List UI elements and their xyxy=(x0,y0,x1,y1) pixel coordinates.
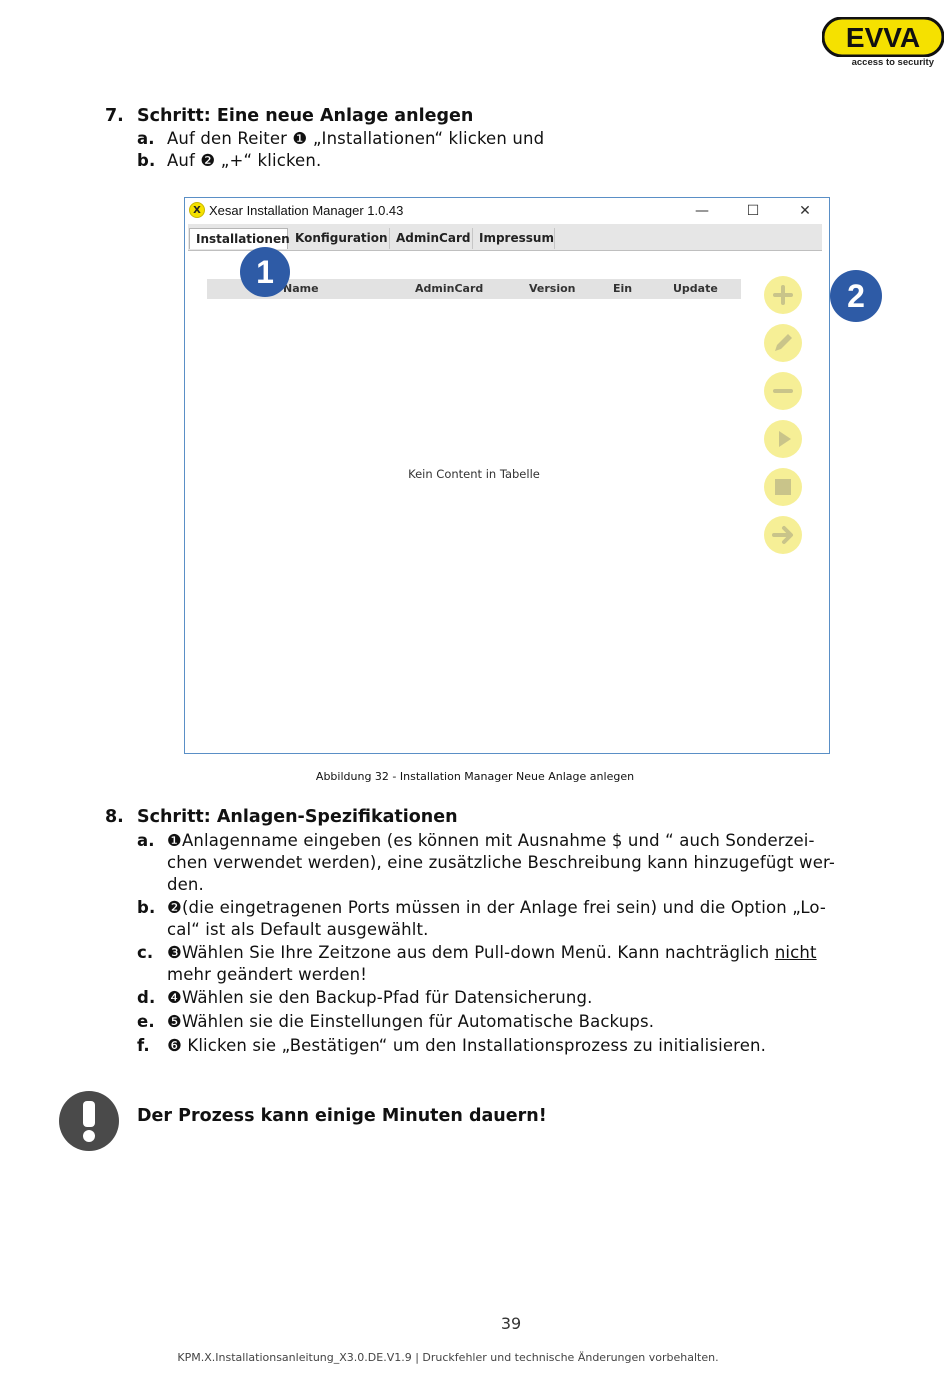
step8-number: 8. xyxy=(105,807,124,827)
step8-item-e xyxy=(137,1011,654,1034)
page-number: 39 xyxy=(500,1314,522,1333)
tab-impressum[interactable]: Impressum xyxy=(473,228,555,249)
arrow-right-icon[interactable] xyxy=(764,516,802,554)
stop-icon[interactable] xyxy=(764,468,802,506)
marker-5-icon: ❺ xyxy=(167,1012,182,1031)
underlined-word: nicht xyxy=(774,943,817,962)
item-text: Auf den Reiter xyxy=(167,129,288,148)
item-text-after: „Installationen“ klicken und xyxy=(312,129,545,148)
item-line: (die eingetragenen Ports müssen in der Anlage frei sein) und die Option „Lo- xyxy=(181,898,827,917)
callout-2: 2 xyxy=(830,270,882,322)
step8-item-b-line2: cal“ ist als Default ausgewählt. xyxy=(167,920,429,939)
logo-tagline: access to security xyxy=(851,57,934,68)
step8-title: Schritt: Anlagen-Spezifikationen xyxy=(137,807,458,827)
step8-item-f xyxy=(137,1035,766,1058)
step8-item-c xyxy=(137,942,817,965)
marker-2-icon: ❷ xyxy=(200,151,216,170)
maximize-icon[interactable]: ☐ xyxy=(746,203,760,219)
marker-1-icon: ❶ xyxy=(292,129,308,148)
tab-strip xyxy=(188,224,822,251)
close-icon[interactable]: ✕ xyxy=(799,203,811,219)
step7-heading xyxy=(105,106,124,126)
title-bar xyxy=(185,198,829,224)
marker-4-icon: ❹ xyxy=(167,988,182,1007)
item-letter: a. xyxy=(137,831,155,850)
tab-installationen[interactable]: Installationen xyxy=(189,228,288,249)
minimize-icon[interactable]: — xyxy=(695,203,709,219)
step8-item-c-line2: mehr geändert werden! xyxy=(167,965,368,984)
marker-3-icon: ❸ xyxy=(167,943,182,962)
callout-1: 1 xyxy=(240,247,290,297)
footer-text: KPM.X.Installationsanleitung_X3.0.DE.V1.9 | Druckfehler und technische Änderungen vorbehalten. xyxy=(177,1351,719,1364)
item-letter: b. xyxy=(137,151,156,170)
window-title: Xesar Installation Manager 1.0.43 xyxy=(209,203,404,218)
item-text: Auf xyxy=(167,151,196,170)
column-ein[interactable]: Ein xyxy=(613,282,633,295)
step7-item-a xyxy=(137,128,544,151)
column-version[interactable]: Version xyxy=(529,282,576,295)
marker-6-icon: ❻ xyxy=(167,1036,182,1055)
item-letter: f. xyxy=(137,1036,150,1055)
column-admincard[interactable]: AdminCard xyxy=(415,282,484,295)
item-line: Wählen Sie Ihre Zeitzone aus dem Pull-down Menü. Kann nachträglich xyxy=(181,943,775,962)
item-line: Klicken sie „Bestätigen“ um den Installationsprozess zu initialisieren. xyxy=(181,1036,767,1055)
step8-item-a-line2: chen verwendet werden), eine zusätzliche Beschreibung kann hinzugefügt wer- xyxy=(167,853,835,872)
item-line: Wählen sie die Einstellungen für Automatische Backups. xyxy=(181,1012,655,1031)
item-line: Anlagenname eingeben (es können mit Ausnahme $ und “ auch Sonderzei- xyxy=(181,831,815,850)
empty-table-message: Kein Content in Tabelle xyxy=(408,467,540,481)
exclamation-icon xyxy=(59,1091,119,1151)
step8-item-b xyxy=(137,897,826,920)
minus-icon[interactable] xyxy=(764,372,802,410)
item-letter: d. xyxy=(137,988,156,1007)
step7-number: 7. xyxy=(105,106,124,126)
figure-caption: Abbildung 32 - Installation Manager Neue Anlage anlegen xyxy=(315,770,635,783)
marker-1-icon: ❶ xyxy=(167,831,182,850)
step8-item-a-line3: den. xyxy=(167,875,204,894)
item-letter: e. xyxy=(137,1012,155,1031)
plus-icon[interactable] xyxy=(764,276,802,314)
step7-title: Schritt: Eine neue Anlage anlegen xyxy=(137,106,474,126)
step8-item-d xyxy=(137,987,593,1010)
column-update[interactable]: Update xyxy=(673,282,718,295)
marker-2-icon: ❷ xyxy=(167,898,182,917)
xesar-icon: X xyxy=(189,202,205,218)
pencil-icon[interactable] xyxy=(764,324,802,362)
item-letter: a. xyxy=(137,129,155,148)
item-line: Wählen sie den Backup-Pfad für Datensicherung. xyxy=(181,988,593,1007)
tab-admincard[interactable]: AdminCard xyxy=(390,228,473,249)
column-name[interactable]: Name xyxy=(283,282,319,295)
evva-logo xyxy=(822,17,944,57)
warning-text: Der Prozess kann einige Minuten dauern! xyxy=(137,1106,547,1126)
tab-konfiguration[interactable]: Konfiguration xyxy=(289,228,390,249)
logo-text: EVVA xyxy=(845,22,921,53)
step8-item-a xyxy=(137,830,882,853)
item-text-after: „+“ klicken. xyxy=(220,151,322,170)
step7-item-b xyxy=(137,150,321,173)
play-icon[interactable] xyxy=(764,420,802,458)
item-letter: c. xyxy=(137,943,154,962)
item-letter: b. xyxy=(137,898,156,917)
